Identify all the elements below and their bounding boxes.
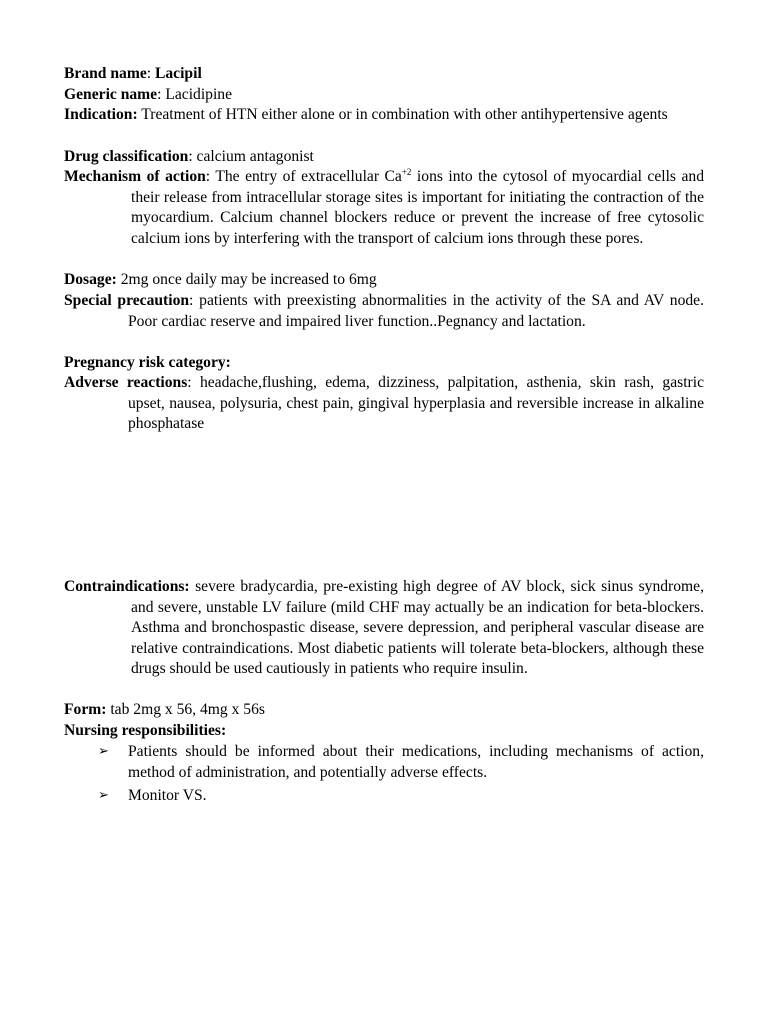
- form-line: [64, 700, 704, 721]
- mechanism-text-start: : The entry of extracellular Ca: [205, 168, 402, 185]
- dosage-label: Dosage:: [64, 271, 117, 288]
- drug-classification-text: : calcium antagonist: [188, 148, 314, 165]
- adverse-reactions-text: : headache,flushing, edema, dizziness, palpitation, asthenia, skin rash, gastric upset, nausea, polysuria, chest pain, gingival hyperplasia and reversible increase in alkaline phosphatase: [128, 374, 704, 433]
- nursing-responsibilities-label: Nursing responsibilities:: [64, 722, 227, 739]
- drug-classification-label: Drug classification: [64, 148, 189, 165]
- form-text: tab 2mg x 56, 4mg x 56s: [106, 701, 265, 718]
- contraindications-paragraph: [64, 577, 704, 680]
- contraindications-label: Contraindications:: [64, 578, 190, 595]
- mechanism-text-rest: ions into the cytosol of myocardial cells and their release from intracellular storage sites is important for initiating the contraction of the myocardium. Calcium channel blockers reduce or prevent the increase of free cytosolic calcium ions by interfering with the transport of calcium ions through these pores.: [131, 168, 704, 247]
- arrow-bullet-icon: ➢: [98, 744, 109, 759]
- generic-name-value: Lacidipine: [165, 86, 233, 103]
- indication-label: Indication:: [64, 106, 138, 123]
- drug-classification-line: [64, 147, 704, 168]
- dosage-text: 2mg once daily may be increased to 6mg: [116, 271, 377, 288]
- pregnancy-risk-line: [64, 353, 704, 374]
- indication-text: Treatment of HTN either alone or in combination with other antihypertensive agents: [137, 106, 668, 123]
- generic-name-line: Generic name: Lacidipine: [64, 86, 233, 103]
- mechanism-paragraph: [64, 167, 704, 249]
- arrow-bullet-icon: ➢: [98, 788, 109, 803]
- adverse-reactions-label: Adverse reactions: [64, 374, 188, 391]
- special-precaution-text: : patients with preexisting abnormalities in the activity of the SA and AV node. Poor cardiac reserve and impaired liver function..Pegnancy and lactation.: [128, 292, 704, 330]
- calcium-charge-superscript: +2: [401, 167, 412, 177]
- contraindications-text: severe bradycardia, pre-existing high degree of AV block, sick sinus syndrome, and severe, unstable LV failure (mild CHF may actually be an indication for beta-blockers. Asthma and bronchospastic disease, severe depression, and peripheral vascular disease are relative contraindications. Most diabetic patients will tolerate beta-blockers, although these drugs should be used cautiously in patients who require insulin.: [131, 578, 704, 678]
- form-label: Form:: [64, 701, 107, 718]
- dosage-line: [64, 270, 704, 291]
- nursing-list-item: Patients should be informed about their medications, including mechanisms of action, method of administration, and potentially adverse effects.: [128, 743, 704, 781]
- generic-name-label: Generic name: [64, 86, 158, 103]
- nursing-responsibilities-heading: [64, 721, 704, 742]
- pregnancy-risk-label: Pregnancy risk category:: [64, 354, 231, 371]
- brand-name-value: Lacipil: [154, 65, 202, 82]
- brand-name-label: Brand name: [64, 65, 147, 82]
- nursing-list-item: Monitor VS.: [128, 787, 207, 804]
- special-precaution-paragraph: [64, 291, 704, 332]
- special-precaution-label: Special precaution: [64, 292, 190, 309]
- indication-paragraph: [64, 105, 704, 126]
- mechanism-label: Mechanism of action: [64, 168, 206, 185]
- adverse-reactions-paragraph: [64, 373, 704, 435]
- brand-name-line: Brand name: Lacipil: [64, 65, 202, 82]
